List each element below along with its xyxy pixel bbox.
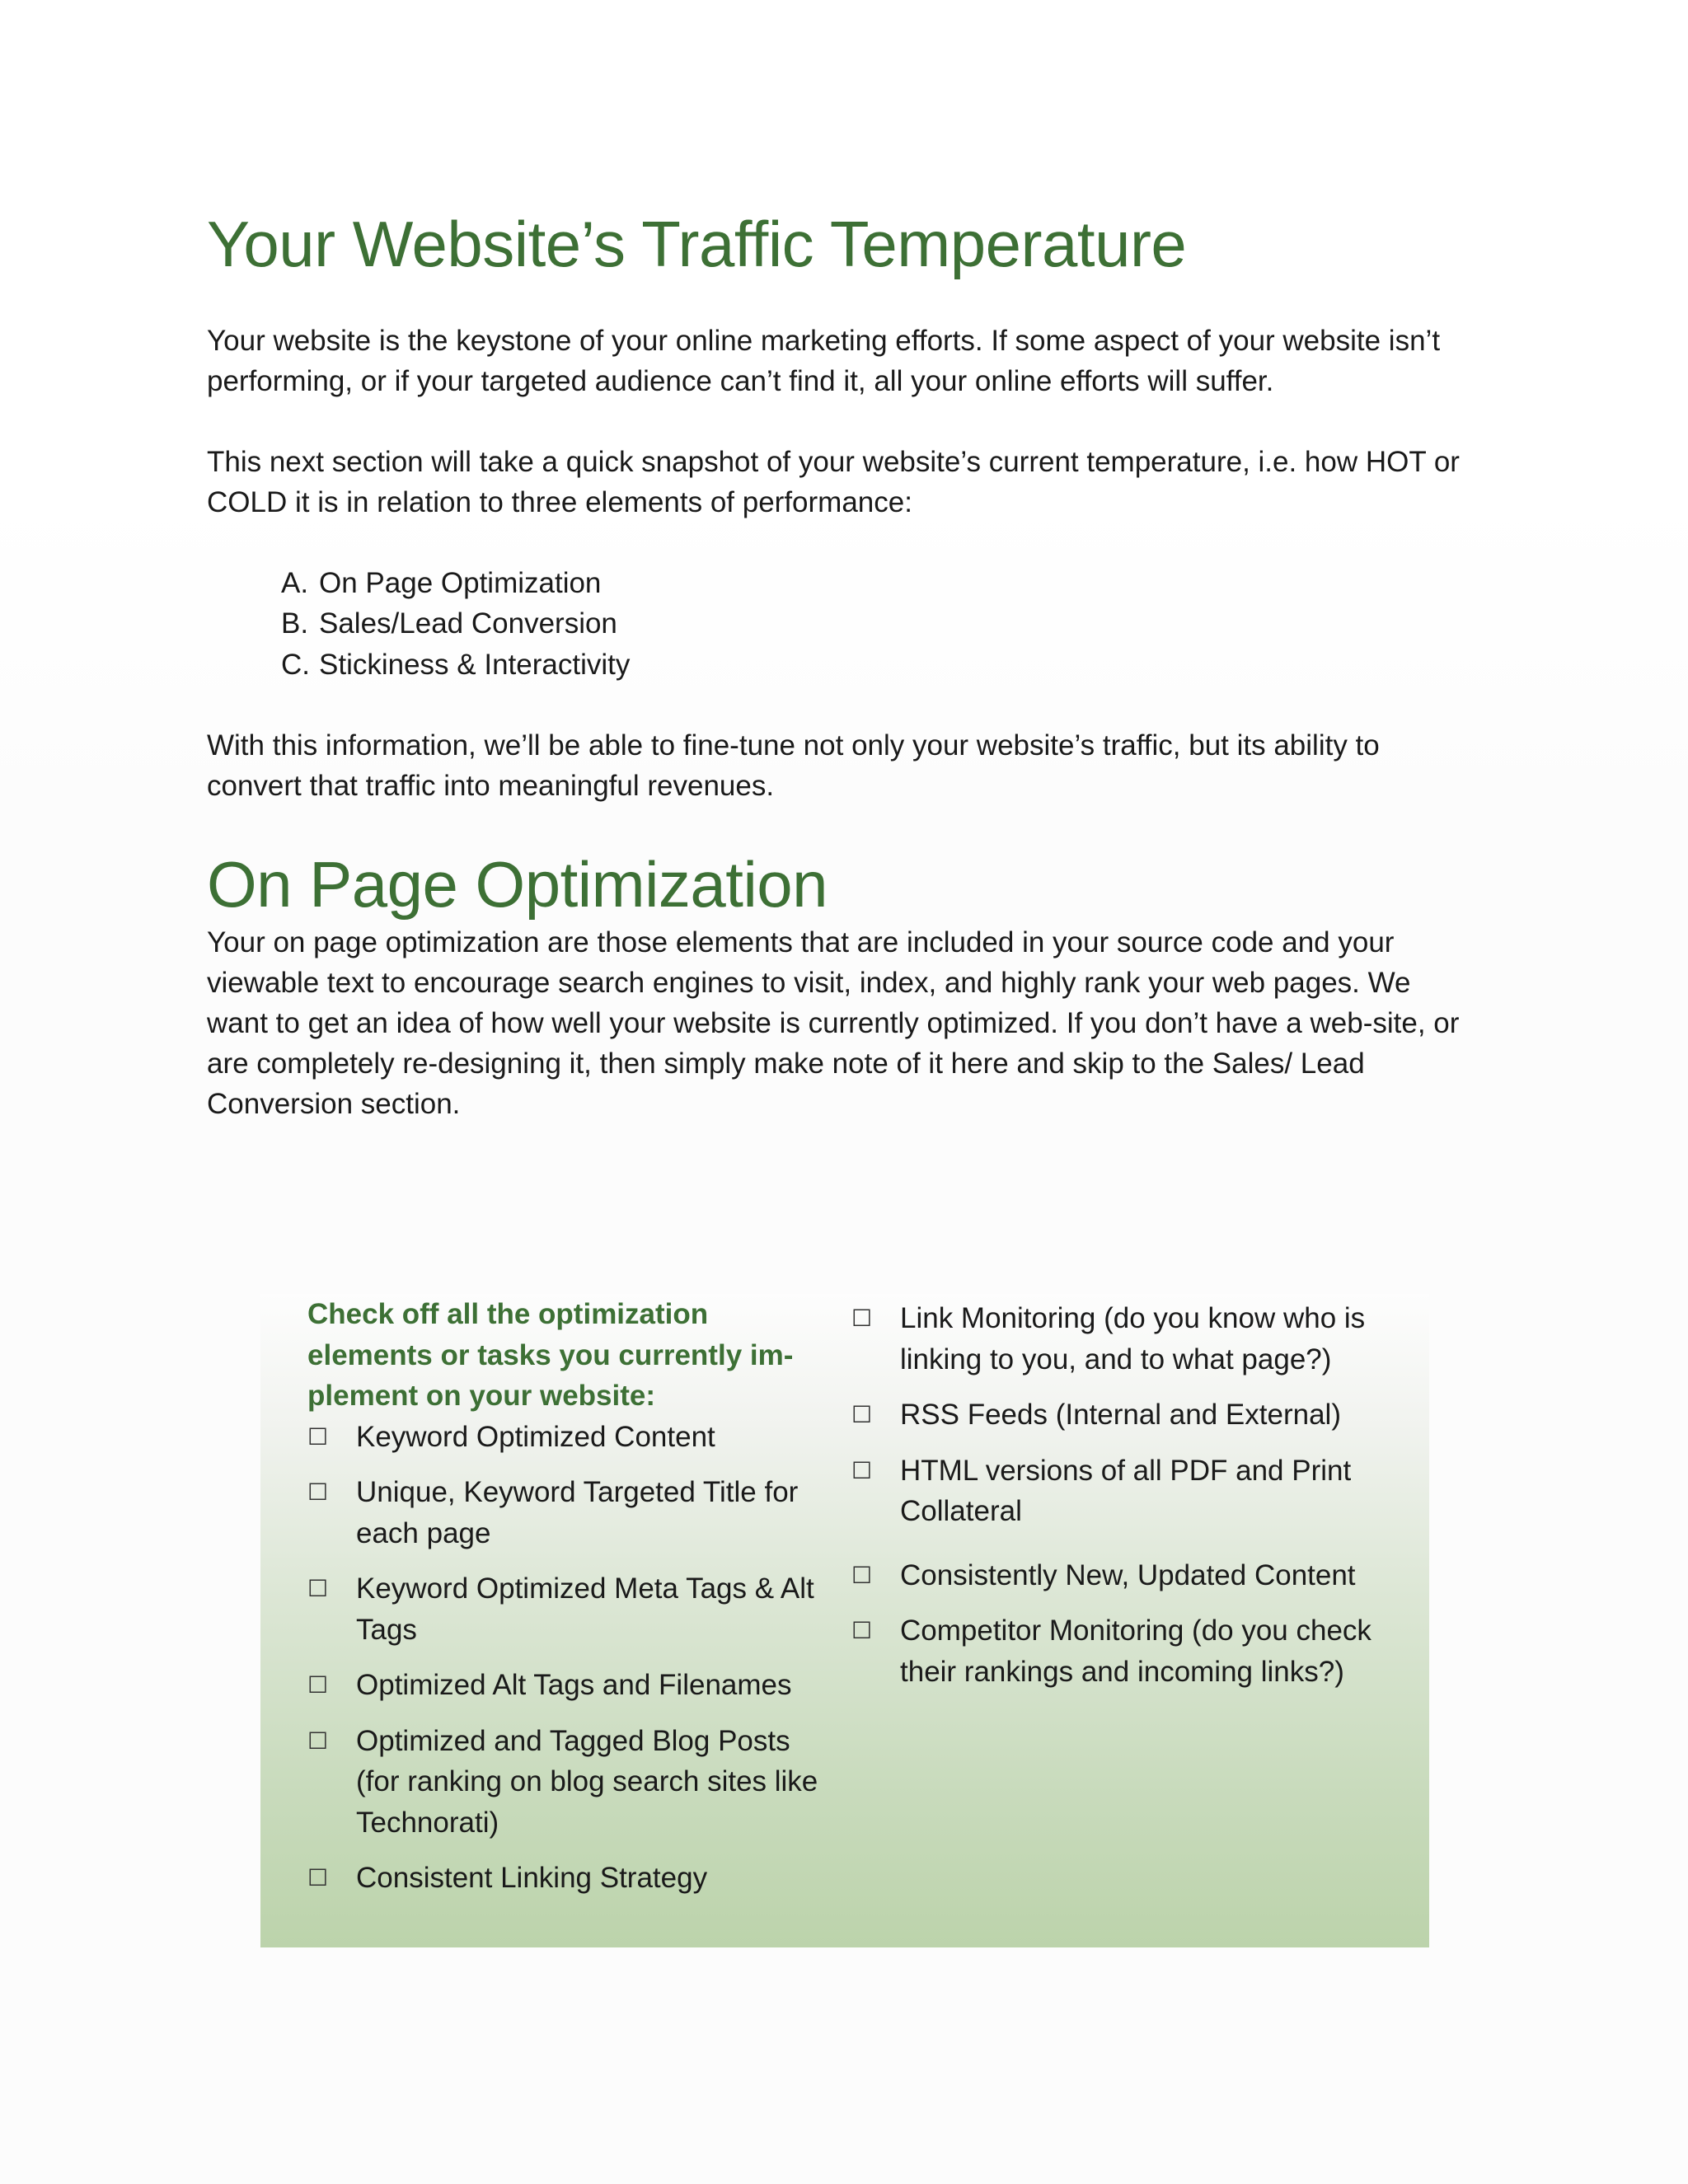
list-item: [281, 563, 1476, 604]
checklist-item[interactable]: [851, 1298, 1395, 1380]
checkbox-icon[interactable]: ☐: [307, 1422, 329, 1451]
list-item-text: On Page Optimization: [319, 566, 602, 599]
checklist-item-text: Keyword Optimized Meta Tags & Alt Tags: [356, 1572, 814, 1646]
page-title: Your Website’s Traffic Temperature: [207, 208, 1187, 280]
checklist-item[interactable]: [307, 1858, 835, 1899]
checklist-item[interactable]: [307, 1417, 835, 1458]
checklist-item-text: Optimized and Tagged Blog Posts (for ranking on blog search sites like Technorati): [356, 1724, 818, 1839]
checklist-left-column: [307, 1294, 835, 1914]
checklist-item-text: Unique, Keyword Targeted Title for each page: [356, 1476, 799, 1549]
on-page-paragraph: Your on page optimization are those elements that are included in your source code and your viewable text to encourage search engines to visit, index, and highly rank your web pages. We want to get an idea of how well your website is currently optimized. If you don’t have a web-site, or are completely re-designing it, then simply make note of it here and skip to the Sales/ Lead Conversion section.: [207, 926, 1460, 1120]
checklist-item[interactable]: [851, 1394, 1395, 1436]
checklist-item[interactable]: [307, 1665, 835, 1706]
checkbox-icon[interactable]: ☐: [851, 1561, 873, 1589]
checkbox-icon[interactable]: ☐: [307, 1575, 329, 1602]
checkbox-icon[interactable]: ☐: [851, 1617, 873, 1644]
checklist-right: [851, 1298, 1395, 1692]
checklist-item-text: Link Monitoring (do you know who is linking to you, and to what page?): [900, 1302, 1366, 1376]
intro-paragraph-3: With this information, we’ll be able to fine-tune not only your website’s traffic, but its ability to convert that traffic into meaningful revenues.: [207, 729, 1380, 803]
checkbox-icon[interactable]: ☐: [307, 1727, 329, 1755]
document-content: [207, 206, 1476, 1124]
checklist-item-text: Competitor Monitoring (do you check their rankings and incoming links?): [900, 1615, 1372, 1688]
checklist-item[interactable]: [307, 1568, 835, 1650]
list-item-text: Stickiness & Interactivity: [319, 648, 631, 681]
list-item-text: Sales/Lead Conversion: [319, 607, 617, 640]
checklist-item-text: Consistently New, Updated Content: [900, 1558, 1356, 1591]
checklist-right-column: [851, 1294, 1395, 1707]
optimization-checklist-box: [260, 1294, 1429, 1947]
checkbox-icon[interactable]: ☐: [307, 1479, 329, 1506]
checklist-item-text: HTML versions of all PDF and Print Collateral: [900, 1454, 1352, 1527]
list-item: [281, 603, 1476, 644]
checklist-item-text: Keyword Optimized Content: [356, 1420, 715, 1453]
checklist-item[interactable]: [307, 1472, 835, 1554]
intro-paragraph-2: This next section will take a quick snapshot of your website’s current temperature, i.e. how HOT or COLD it is in relation to three elements of performance:: [207, 445, 1460, 518]
checklist-item[interactable]: [851, 1451, 1395, 1532]
checkbox-icon[interactable]: ☐: [307, 1864, 329, 1891]
checklist-item[interactable]: [307, 1721, 835, 1844]
checklist-item-text: Consistent Linking Strategy: [356, 1862, 708, 1894]
list-item: [281, 644, 1476, 686]
performance-elements-list: [207, 563, 1476, 686]
list-marker: A.: [281, 566, 309, 599]
list-marker: B.: [281, 607, 309, 640]
checklist-item-text: RSS Feeds (Internal and External): [900, 1399, 1341, 1431]
section-heading-on-page-optimization: On Page Optimization: [207, 848, 828, 921]
list-marker: C.: [281, 648, 310, 681]
checkbox-icon[interactable]: ☐: [851, 1401, 873, 1428]
checklist-left: [307, 1417, 835, 1899]
checkbox-icon[interactable]: ☐: [851, 1305, 873, 1332]
checklist-item[interactable]: [851, 1610, 1395, 1692]
checkbox-icon[interactable]: ☐: [851, 1456, 873, 1484]
checklist-heading: Check off all the optimization elements or tasks you currently im-plement on your website:: [307, 1298, 794, 1412]
checklist-item[interactable]: [851, 1555, 1395, 1596]
checkbox-icon[interactable]: ☐: [307, 1671, 329, 1699]
intro-paragraph-1: Your website is the keystone of your online marketing efforts. If some aspect of your website isn’t performing, or if your targeted audience can’t find it, all your online efforts will suffer.: [207, 324, 1441, 397]
checklist-item-text: Optimized Alt Tags and Filenames: [356, 1669, 792, 1701]
